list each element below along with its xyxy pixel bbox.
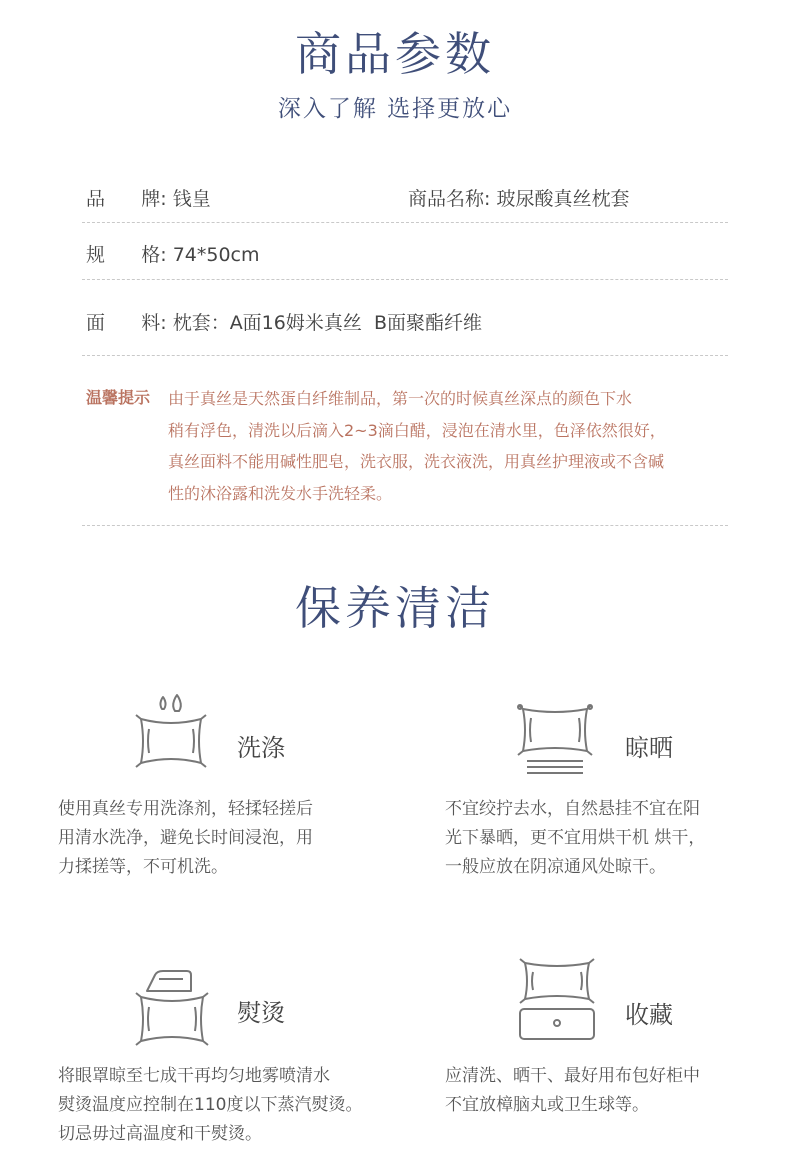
tip-label: 温馨提示 — [86, 388, 151, 407]
care-title: 保养清洁 — [295, 581, 495, 635]
brand-value: 钱皇 — [172, 188, 211, 210]
desc-line: 切忌毋过高温度和干熨烫。 — [58, 1124, 262, 1144]
spec-value: 74*50cm — [172, 244, 260, 266]
desc-line: 不宜绞拧去水，自然悬挂不宜在阳 — [445, 799, 700, 819]
care-item-title: 熨烫 — [237, 999, 285, 1027]
params-title: 商品参数 — [295, 27, 495, 81]
pillow-water-drops-icon — [133, 693, 209, 769]
material-row — [86, 308, 482, 335]
params-subtitle: 深入了解 选择更放心 — [277, 96, 513, 122]
divider — [82, 279, 728, 280]
product-name-value: 玻尿酸真丝枕套 — [496, 188, 630, 210]
care-item-title: 晾晒 — [625, 734, 673, 762]
tip-text — [168, 383, 733, 509]
desc-line: 力揉搓等，不可机洗。 — [58, 857, 228, 877]
brand-label: 品 牌: — [86, 188, 167, 210]
pillow-iron-icon — [133, 965, 211, 1047]
divider — [82, 525, 728, 526]
desc-line: 应清洗、晒干、最好用布包好柜中 — [445, 1066, 700, 1086]
desc-line: 熨烫温度应控制在110度以下蒸汽熨烫。 — [58, 1095, 363, 1115]
tip-line: 性的沐浴露和洗发水手洗轻柔。 — [168, 483, 393, 503]
desc-line: 将眼罩晾至七成干再均匀地雾喷清水 — [58, 1066, 330, 1086]
material-value: 枕套：A面16姆米真丝 B面聚酯纤维 — [172, 312, 482, 334]
product-name-label: 商品名称: — [408, 188, 491, 210]
care-item-title: 收藏 — [625, 1001, 673, 1029]
spec-label: 规 格: — [86, 244, 167, 266]
divider — [82, 355, 728, 356]
desc-line: 光下暴晒，更不宜用烘干机 烘干， — [445, 828, 706, 848]
care-item-title: 洗涤 — [237, 734, 285, 762]
care-item-desc — [58, 1062, 362, 1149]
material-label: 面 料: — [86, 312, 167, 334]
desc-line: 用清水洗净，避免长时间浸泡，用 — [58, 828, 313, 848]
brand-row — [86, 184, 211, 211]
care-item-desc — [58, 795, 313, 882]
desc-line: 不宜放樟脑丸或卫生球等。 — [445, 1095, 649, 1115]
care-item-desc — [445, 795, 705, 882]
pillow-storage-icon — [515, 957, 599, 1043]
tip-line: 稍有浮色，清洗以后滴入2~3滴白醋，浸泡在清水里，色泽依然很好， — [168, 420, 666, 440]
desc-line: 使用真丝专用洗涤剂，轻揉轻搓后 — [58, 799, 313, 819]
pillow-drying-icon — [515, 703, 595, 775]
desc-line: 一般应放在阴凉通风处晾干。 — [445, 857, 666, 877]
tip-line: 由于真丝是天然蛋白纤维制品，第一次的时候真丝深点的颜色下水 — [168, 389, 633, 408]
care-item-desc — [445, 1062, 700, 1120]
tip-line: 真丝面料不能用碱性肥皂，洗衣服，洗衣液洗，用真丝护理液或不含碱 — [168, 452, 665, 471]
divider — [82, 222, 728, 223]
product-name-row — [408, 184, 629, 211]
spec-row — [86, 240, 260, 267]
